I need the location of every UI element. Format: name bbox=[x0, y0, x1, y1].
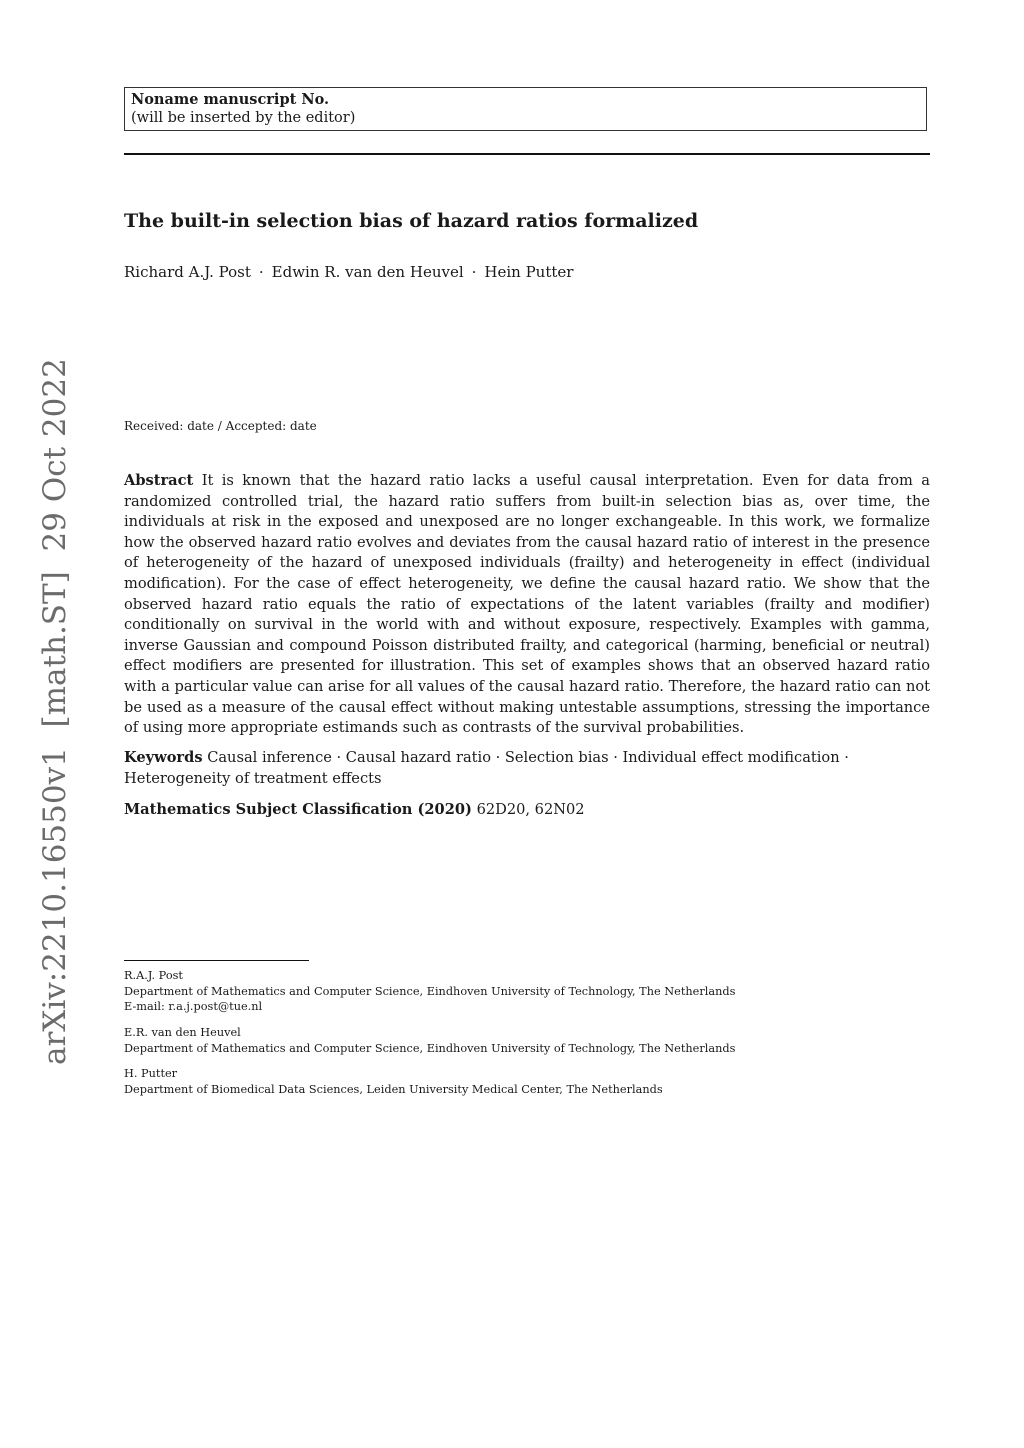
manuscript-number-box bbox=[124, 87, 927, 131]
arxiv-identifier-text: arXiv:2210.16550v1 [math.ST] 29 Oct 2022 bbox=[37, 358, 73, 1065]
affiliation-department: Department of Mathematics and Computer Science, Eindhoven University of Technology, The Netherlands bbox=[124, 984, 736, 998]
footnote-rule bbox=[124, 960, 309, 961]
affiliation-name: E.R. van den Heuvel bbox=[124, 1026, 241, 1039]
manuscript-number-title: Noname manuscript No. bbox=[131, 91, 330, 108]
author-list bbox=[124, 263, 573, 281]
abstract-text: It is known that the hazard ratio lacks a useful causal interpretation. Even for data from a randomized controlled trial, the hazard ratio suffers from built-in selection bias as, over time, the individuals at risk in the exposed and unexposed are no longer exchangeable. In this work, we formalize how the observed hazard ratio evolves and deviates from the causal hazard ratio of interest in the presence of heterogeneity of the hazard of unexposed individuals (frailty) and heterogeneity in effect (individual modification). For the case of effect heterogeneity, we define the causal hazard ratio. We show that the observed hazard ratio equals the ratio of expectations of the latent variables (frailty and modifier) conditionally on survival in the world with and without exposure, respectively. Examples with gamma, inverse Gaussian and compound Poisson distributed frailty, and categorical (harming, beneficial or neutral) effect modifiers are presented for illustration. This set of examples shows that an observed hazard ratio with a particular value can arise for all values of the causal hazard ratio. Therefore, the hazard ratio can not be used as a measure of the causal effect without making untestable assumptions, stressing the importance of using more appropriate estimands such as contrasts of the survival probabilities. bbox=[124, 472, 930, 737]
abstract-label: Abstract bbox=[124, 472, 194, 489]
manuscript-number-note: (will be inserted by the editor) bbox=[131, 110, 356, 126]
author-name: Hein Putter bbox=[484, 263, 574, 281]
affiliation-name: R.A.J. Post bbox=[124, 969, 183, 982]
author-name: Edwin R. van den Heuvel bbox=[271, 263, 464, 281]
affiliation-heuvel bbox=[124, 1025, 735, 1056]
author-separator: · bbox=[258, 263, 264, 281]
received-date: Received: date / Accepted: date bbox=[124, 419, 317, 433]
keywords-text: Causal inference · Causal hazard ratio · Selection bias · Individual effect modification · Heterogeneity of treatment effects bbox=[124, 749, 849, 787]
affiliation-department: Department of Mathematics and Computer Science, Eindhoven University of Technology, The Netherlands bbox=[124, 1041, 736, 1055]
author-separator: · bbox=[471, 263, 477, 281]
msc-classification bbox=[124, 800, 930, 821]
affiliation-email: E-mail: r.a.j.post@tue.nl bbox=[124, 1000, 263, 1013]
affiliation-department: Department of Biomedical Data Sciences, Leiden University Medical Center, The Netherlands bbox=[124, 1082, 663, 1096]
keywords-label: Keywords bbox=[124, 749, 203, 766]
author-name: Richard A.J. Post bbox=[124, 263, 251, 281]
affiliation-post bbox=[124, 968, 735, 1015]
abstract bbox=[124, 471, 930, 739]
header-rule bbox=[124, 153, 930, 155]
paper-title: The built-in selection bias of hazard ratios formalized bbox=[124, 210, 699, 232]
arxiv-identifier bbox=[33, 358, 77, 1065]
msc-label: Mathematics Subject Classification (2020) bbox=[124, 801, 472, 818]
msc-codes: 62D20, 62N02 bbox=[476, 801, 585, 818]
keywords bbox=[124, 748, 930, 789]
affiliation-name: H. Putter bbox=[124, 1067, 178, 1080]
affiliation-putter bbox=[124, 1066, 663, 1097]
